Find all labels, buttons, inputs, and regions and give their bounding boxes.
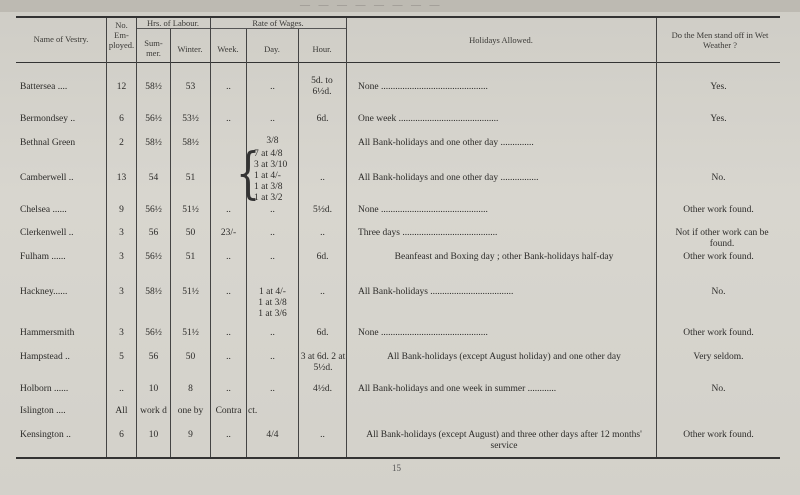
row-name: Chelsea ...... bbox=[20, 205, 67, 215]
header-day: Day. bbox=[264, 44, 280, 54]
row-employed: 12 bbox=[116, 82, 127, 92]
col-line-7 bbox=[346, 18, 347, 457]
row-winter: 53½ bbox=[182, 114, 199, 124]
header-group-rule bbox=[136, 28, 346, 29]
row-day: .. bbox=[270, 114, 275, 124]
row-holidays: All Bank-holidays and one other day .............. bbox=[358, 138, 534, 148]
row-week: .. bbox=[226, 252, 231, 262]
row-summer: 56 bbox=[148, 228, 159, 238]
row-holidays: All Bank-holidays and one week in summer ............ bbox=[358, 384, 557, 394]
row-name: Battersea .... bbox=[20, 82, 68, 92]
row-name: Islington .... bbox=[20, 406, 66, 416]
row-holidays: Three days ........................................ bbox=[358, 228, 498, 238]
row-winter: 51½ bbox=[182, 205, 199, 215]
row-employed: 3 bbox=[119, 228, 124, 238]
row-holidays: All Bank-holidays (except August) and three other days after 12 months' service bbox=[366, 430, 642, 451]
row-employed: 5 bbox=[119, 352, 124, 362]
row-hour: .. bbox=[320, 430, 325, 440]
row-hour: .. bbox=[320, 173, 325, 183]
row-week: .. bbox=[226, 328, 231, 338]
camberwell-day-rate: 1 at 3/2 bbox=[254, 193, 283, 203]
row-employed: 3 bbox=[119, 252, 124, 262]
header-wages-group: Rate of Wages. bbox=[252, 18, 304, 28]
camberwell-day-rate: 1 at 3/8 bbox=[254, 182, 283, 192]
row-holidays: None ............................................. bbox=[358, 82, 488, 92]
row-employed: .. bbox=[119, 384, 124, 394]
row-wet-weather: No. bbox=[711, 287, 726, 297]
row-holidays: All Bank-holidays and one other day ................ bbox=[358, 173, 539, 183]
row-holidays: All Bank-holidays ................................... bbox=[358, 287, 514, 297]
row-name: Bermondsey .. bbox=[20, 114, 76, 124]
row-day: .. bbox=[270, 205, 275, 215]
row-employed: 6 bbox=[119, 114, 124, 124]
row-winter: 51 bbox=[185, 252, 196, 262]
hackney-day-rate: 1 at 3/8 bbox=[258, 298, 287, 308]
header-wet-weather: Do the Men stand off in Wet Weather ? bbox=[671, 30, 769, 50]
row-hour: 3 at 6d. 2 at 5½d. bbox=[300, 352, 346, 373]
page-number: 15 bbox=[392, 463, 401, 473]
row-wet-weather: No. bbox=[711, 384, 726, 394]
row-day: ct. bbox=[248, 406, 258, 416]
row-name: Clerkenwell .. bbox=[20, 228, 74, 238]
row-hour: 5d. to 6½d. bbox=[311, 76, 333, 97]
row-winter: 50 bbox=[185, 352, 196, 362]
row-winter: 51½ bbox=[182, 287, 199, 297]
row-hour: 6d. bbox=[316, 252, 329, 262]
row-hour: .. bbox=[320, 228, 325, 238]
top-rule bbox=[16, 16, 780, 18]
row-day: .. bbox=[270, 352, 275, 362]
row-hour: .. bbox=[320, 287, 325, 297]
row-week: Contra bbox=[215, 406, 242, 416]
row-day: .. bbox=[270, 252, 275, 262]
row-summer: work d bbox=[140, 406, 167, 416]
row-wet-weather: Other work found. bbox=[683, 205, 754, 215]
row-winter: 51 bbox=[185, 173, 196, 183]
row-name: Kensington .. bbox=[20, 430, 71, 440]
row-winter: 58½ bbox=[182, 138, 199, 148]
row-week: .. bbox=[226, 287, 231, 297]
row-wet-weather: Other work found. bbox=[683, 252, 754, 262]
row-day: .. bbox=[270, 328, 275, 338]
header-no: No. Em- ployed. bbox=[108, 20, 135, 50]
row-week: .. bbox=[226, 430, 231, 440]
row-holidays: None ............................................. bbox=[358, 328, 488, 338]
hackney-day-rate: 1 at 4/- bbox=[259, 287, 286, 297]
bottom-rule bbox=[16, 457, 780, 459]
row-winter: 9 bbox=[188, 430, 193, 440]
header-summer: Sum- mer. bbox=[144, 38, 163, 58]
header-bottom-rule bbox=[16, 62, 780, 63]
row-employed: 2 bbox=[119, 138, 124, 148]
row-hour: 5½d. bbox=[313, 205, 332, 215]
row-day: .. bbox=[270, 228, 275, 238]
row-holidays: One week .......................................... bbox=[358, 114, 499, 124]
hackney-day-rate: 1 at 3/6 bbox=[258, 309, 287, 319]
row-summer: 56½ bbox=[145, 252, 162, 262]
row-day: .. bbox=[270, 384, 275, 394]
top-caption: — — — — — — — — bbox=[300, 0, 443, 11]
row-hour: 6d. bbox=[316, 114, 329, 124]
header-name: Name of Vestry. bbox=[33, 34, 89, 44]
camberwell-day-rate: 7 at 4/8 bbox=[254, 149, 283, 159]
row-summer: 10 bbox=[148, 430, 159, 440]
row-name: Hammersmith bbox=[20, 328, 75, 338]
row-name: Hampstead .. bbox=[20, 352, 70, 362]
row-holidays: Beanfeast and Boxing day ; other Bank-holidays half-day bbox=[394, 252, 614, 262]
row-summer: 58½ bbox=[145, 287, 162, 297]
row-week: .. bbox=[226, 384, 231, 394]
row-wet-weather: Not if other work can be found. bbox=[675, 228, 769, 249]
row-day: 4/4 bbox=[266, 430, 279, 440]
row-summer: 56½ bbox=[145, 114, 162, 124]
camberwell-day-rate: 1 at 4/- bbox=[254, 171, 281, 181]
row-week: .. bbox=[226, 114, 231, 124]
row-name: Holborn ...... bbox=[20, 384, 69, 394]
row-winter: 8 bbox=[188, 384, 193, 394]
row-employed: 6 bbox=[119, 430, 124, 440]
row-winter: 53 bbox=[185, 82, 196, 92]
header-hour: Hour. bbox=[312, 44, 332, 54]
row-hour: 6d. bbox=[316, 328, 329, 338]
row-summer: 56½ bbox=[145, 328, 162, 338]
header-hours-group: Hrs. of Labour. bbox=[147, 18, 199, 28]
row-employed: 13 bbox=[116, 173, 127, 183]
header-holidays: Holidays Allowed. bbox=[469, 35, 533, 45]
row-summer: 56½ bbox=[145, 205, 162, 215]
row-wet-weather: Other work found. bbox=[683, 430, 754, 440]
row-day: .. bbox=[270, 82, 275, 92]
row-week: 23/- bbox=[220, 228, 237, 238]
row-name: Camberwell .. bbox=[20, 173, 74, 183]
header-winter: Winter. bbox=[177, 44, 203, 54]
row-summer: 56 bbox=[148, 352, 159, 362]
row-wet-weather: No. bbox=[711, 173, 726, 183]
row-summer: 58½ bbox=[145, 138, 162, 148]
row-employed: 9 bbox=[119, 205, 124, 215]
row-holidays: None ............................................. bbox=[358, 205, 488, 215]
camberwell-day-rate: 3 at 3/10 bbox=[254, 160, 288, 170]
row-wet-weather: Yes. bbox=[710, 82, 727, 92]
row-day: 3/8 bbox=[266, 136, 279, 146]
row-employed: 3 bbox=[119, 328, 124, 338]
row-summer: 58½ bbox=[145, 82, 162, 92]
row-week: .. bbox=[226, 82, 231, 92]
row-name: Fulham ...... bbox=[20, 252, 66, 262]
row-winter: one by bbox=[177, 406, 204, 416]
row-wet-weather: Very seldom. bbox=[693, 352, 744, 362]
row-summer: 54 bbox=[148, 173, 159, 183]
row-holidays: All Bank-holidays (except August holiday) and one other day bbox=[387, 352, 621, 362]
row-employed: All bbox=[115, 406, 128, 416]
header-week: Week. bbox=[217, 44, 239, 54]
row-summer: 10 bbox=[148, 384, 159, 394]
wage-brace: { bbox=[236, 141, 261, 205]
row-name: Hackney...... bbox=[20, 287, 68, 297]
row-employed: 3 bbox=[119, 287, 124, 297]
row-name: Bethnal Green bbox=[20, 138, 76, 148]
row-wet-weather: Other work found. bbox=[683, 328, 754, 338]
row-winter: 51½ bbox=[182, 328, 199, 338]
row-hour: 4½d. bbox=[313, 384, 332, 394]
row-week: .. bbox=[226, 352, 231, 362]
row-week: .. bbox=[226, 205, 231, 215]
row-wet-weather: Yes. bbox=[710, 114, 727, 124]
row-winter: 50 bbox=[185, 228, 196, 238]
